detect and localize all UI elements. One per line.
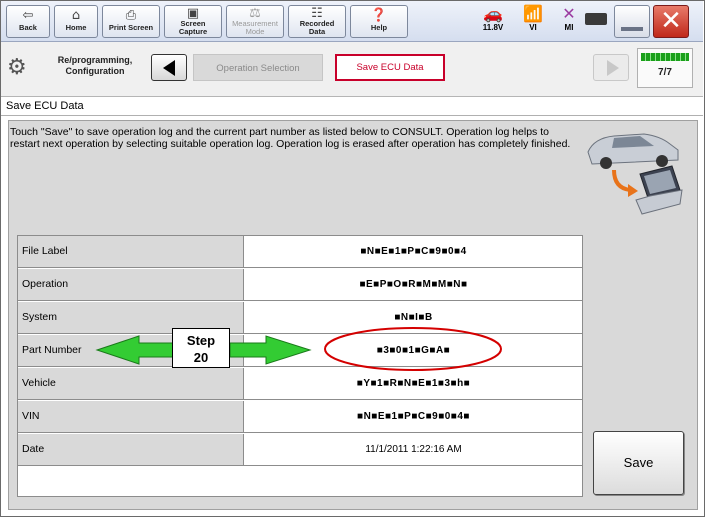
antenna-icon: 📶 (523, 4, 543, 23)
table-row (18, 269, 582, 301)
back-button[interactable]: ⇦ Back (6, 5, 50, 38)
table-row (18, 236, 582, 268)
next-step-button[interactable] (593, 54, 629, 81)
divider (1, 115, 703, 116)
screen-title: Save ECU Data (6, 100, 84, 112)
back-icon: ⇦ (22, 8, 34, 23)
table-row (18, 368, 582, 400)
home-button[interactable]: ⌂ Home (54, 5, 98, 38)
navigation-bar (1, 42, 703, 97)
mode-label: Re/programming, Configuration (57, 55, 133, 76)
toolbar (1, 1, 703, 42)
breadcrumb-save-ecu-data: Save ECU Data (335, 54, 445, 81)
home-icon: ⌂ (71, 8, 81, 23)
car-to-laptop-illustration (584, 124, 684, 219)
row-label: Part Number (18, 335, 244, 366)
breadcrumb-operation-selection[interactable]: Operation Selection (193, 54, 323, 81)
table-row (18, 434, 582, 466)
row-value: 11/1/2011 1:22:16 AM (365, 444, 462, 455)
row-value: ■N■E■1■P■C■9■0■4 (360, 246, 467, 257)
row-value: ■N■I■B (394, 312, 433, 323)
car-icon (588, 134, 678, 169)
minimize-icon (621, 27, 643, 31)
camera-icon: ▣ (186, 6, 200, 21)
previous-step-button[interactable] (151, 54, 187, 81)
measurement-icon: ⚖ (249, 6, 261, 21)
reprogramming-icon: ⚙ (7, 55, 27, 80)
save-button[interactable]: Save (593, 431, 684, 495)
row-label: Date (18, 434, 244, 465)
row-label: File Label (18, 236, 244, 267)
ecu-data-table (17, 235, 583, 497)
row-value: ■E■P■O■R■M■M■N■ (359, 279, 468, 290)
progress-bar-fill (641, 53, 689, 61)
row-label: Operation (18, 269, 244, 300)
print-screen-button[interactable]: ⎙ Print Screen (102, 5, 160, 38)
laptop-icon (636, 166, 682, 214)
step-callout (172, 328, 230, 368)
recorded-data-button[interactable]: ☷ Recorded Data (288, 5, 346, 38)
measurement-mode-button[interactable]: ⚖ Measurement Mode (226, 5, 284, 38)
close-button[interactable] (653, 5, 689, 38)
step-counter: 7/7 (658, 67, 672, 78)
row-value: ■Y■1■R■N■E■1■3■h■ (356, 378, 471, 389)
row-label: Vehicle (18, 368, 244, 399)
table-row (18, 335, 582, 367)
arrow-left-icon (163, 60, 175, 76)
row-value: ■N■E■1■P■C■9■0■4■ (357, 411, 470, 422)
vehicle-battery-status: 🚗 11.8V (475, 5, 511, 38)
table-row-empty (18, 467, 582, 496)
arrow-right-icon (607, 60, 619, 76)
minimize-button[interactable] (614, 5, 650, 38)
table-row (18, 401, 582, 433)
table-row (18, 302, 582, 334)
step-label: Step (186, 333, 216, 348)
row-value: ■3■0■1■G■A■ (376, 345, 451, 356)
recorded-data-icon: ☷ (311, 6, 323, 21)
help-button[interactable]: ❓ Help (350, 5, 408, 38)
row-label: System (18, 302, 244, 333)
close-icon: ✕ (660, 6, 682, 36)
instruction-message: Touch "Save" to save operation log and the current part number as listed below to CONSULT. Operation log helps to restart next operation by selecting suitable operation log. Operation log is erased after operation has completely finished. (10, 126, 571, 150)
step-number: 20 (193, 350, 209, 365)
battery-icon (585, 13, 607, 25)
step-progress (637, 48, 693, 88)
printer-icon: ⎙ (125, 8, 137, 23)
row-label: VIN (18, 401, 244, 432)
vi-status: 📶 VI (515, 5, 551, 38)
car-icon: 🚗 (483, 4, 503, 23)
help-icon: ❓ (370, 8, 388, 23)
mi-status: ✕ MI (551, 5, 587, 38)
screen-capture-button[interactable]: ▣ Screen Capture (164, 5, 222, 38)
progress-bar (641, 53, 689, 61)
disconnected-icon: ✕ (562, 4, 576, 23)
